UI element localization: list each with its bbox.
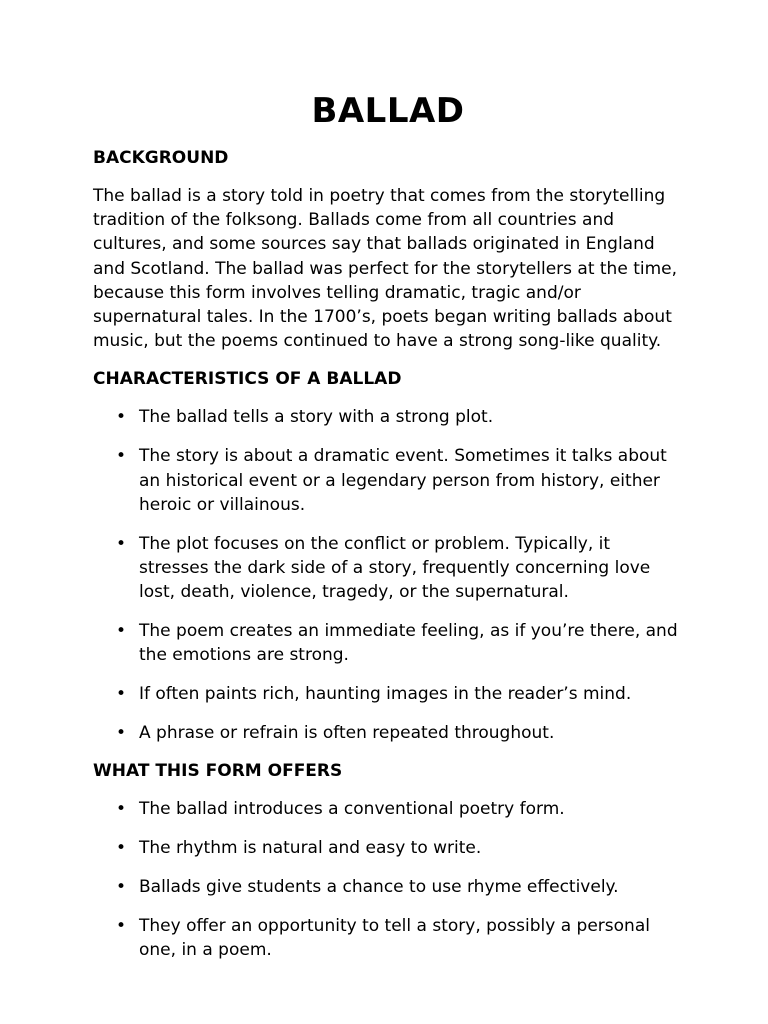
list-item	[93, 682, 683, 706]
section-heading-offers: WHAT THIS FORM OFFERS	[93, 761, 343, 782]
list-item-text: If often paints rich, haunting images in the reader’s mind.	[139, 684, 632, 704]
list-item	[93, 797, 683, 821]
list-item	[93, 405, 683, 429]
list-item	[93, 619, 683, 667]
list-item	[93, 721, 683, 745]
list-item-text: The poem creates an immediate feeling, as if you’re there, and the emotions are strong.	[139, 620, 678, 666]
list-item	[93, 914, 683, 962]
offers-list	[93, 797, 683, 962]
bullet-icon: •	[116, 915, 127, 936]
list-item-text: The rhythm is natural and easy to write.	[139, 837, 482, 858]
characteristics-list	[93, 405, 683, 745]
section-heading-characteristics: CHARACTERISTICS OF A BALLAD	[93, 369, 402, 390]
bullet-icon: •	[116, 684, 127, 704]
document-page	[93, 88, 683, 976]
list-item	[93, 875, 683, 899]
section-heading-background: BACKGROUND	[93, 148, 229, 168]
bullet-icon: •	[116, 876, 127, 897]
list-item-text: The story is about a dramatic event. Sometimes it talks about an historical event or a legendary person from history, either heroic or villainous.	[139, 446, 667, 515]
list-item-text: They offer an opportunity to tell a story, possibly a personal one, in a poem.	[139, 915, 650, 960]
list-item-text: The ballad tells a story with a strong plot.	[139, 407, 494, 428]
list-item-text: The plot focuses on the conflict or problem. Typically, it stresses the dark side of a story, frequently concerning love lost, death, violence, tragedy, or the supernatural.	[139, 533, 651, 603]
bullet-icon: •	[116, 620, 127, 641]
list-item	[93, 532, 683, 605]
page-title: BALLAD	[311, 91, 465, 131]
list-item-text: A phrase or refrain is often repeated throughout.	[139, 722, 555, 743]
bullet-icon: •	[116, 446, 127, 467]
bullet-icon: •	[116, 799, 127, 820]
bullet-icon: •	[116, 722, 127, 743]
list-item-text: The ballad introduces a conventional poetry form.	[139, 799, 565, 820]
list-item	[93, 444, 683, 517]
bullet-icon: •	[116, 837, 127, 858]
list-item	[93, 836, 683, 860]
bullet-icon: •	[116, 407, 127, 428]
bullet-icon: •	[116, 533, 127, 554]
list-item-text: Ballads give students a chance to use rhyme effectively.	[139, 876, 619, 897]
background-paragraph: The ballad is a story told in poetry that comes from the storytelling tradition of the folksong. Ballads come from all countries and cultures, and some sources say that ballads originated in England and Scotland. The ballad was perfect for the storytellers at the time, because this form involves telling dramatic, tragic and/or supernatural tales. In the 1700’s, poets began writing ballads about music, but the poems continued to have a strong song-like quality.	[93, 186, 678, 352]
